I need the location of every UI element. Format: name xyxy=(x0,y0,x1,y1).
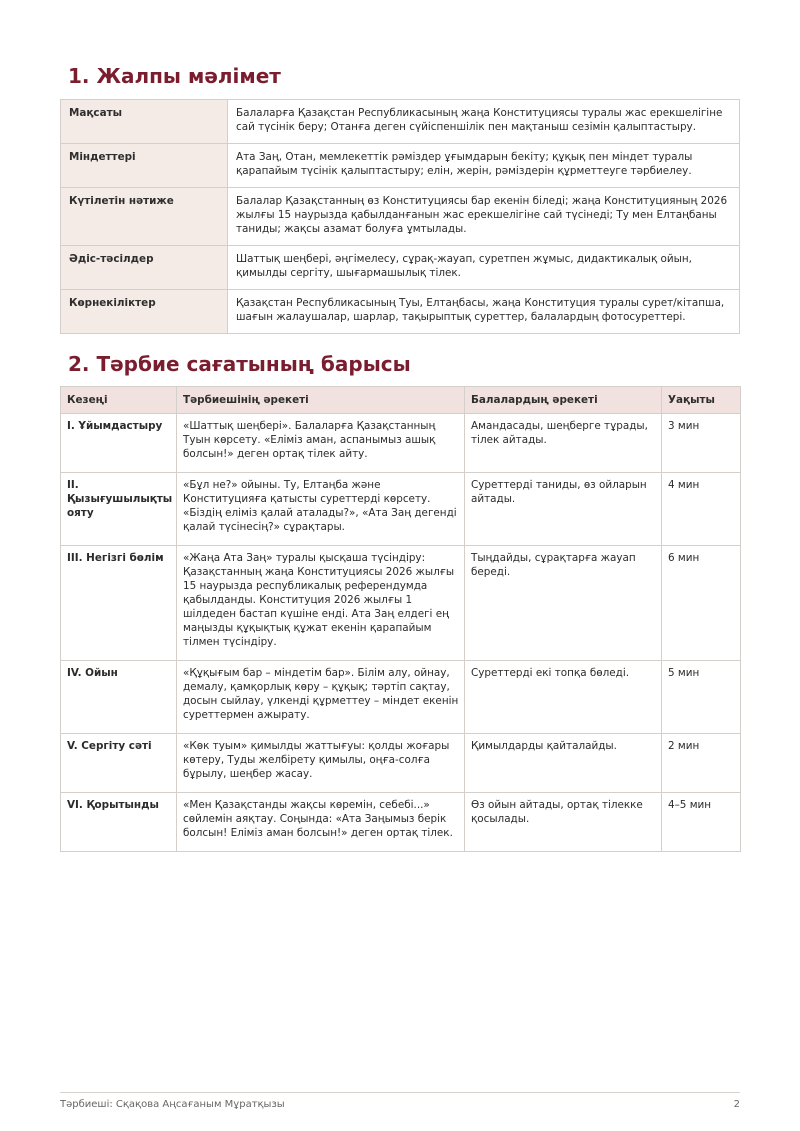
children-action-cell: Суреттерді екі топқа бөледі. xyxy=(465,661,662,734)
table-row xyxy=(61,546,741,661)
teacher-action-cell: «Жаңа Ата Заң» туралы қысқаша түсіндіру: Қазақстанның жаңа Конституциясы 2026 жылғы 15 наурызда республикалық референдумда қабылданды. Конституция 2026 жылғы 1 шілдеден бастап күшіне енді. Ата Заң елдегі ең маңызды құқықтық құжат екенін қарапайым тілмен түсіндіру. xyxy=(177,546,465,661)
row-key: Мақсаты xyxy=(61,100,228,144)
row-key: Әдіс-тәсілдер xyxy=(61,246,228,290)
children-action-cell: Тыңдайды, сұрақтарға жауап береді. xyxy=(465,546,662,661)
footer-author: Тәрбиеші: Сқақова Аңсағаным Мұратқызы xyxy=(60,1099,285,1110)
row-value: Ата Заң, Отан, мемлекеттік рәміздер ұғымдарын бекіту; құқық пен міндет туралы қарапайым түсінік қалыптастыру; елін, жерін, рәміздерін құрметтеуге тәрбиелеу. xyxy=(228,144,740,188)
children-action-cell: Қимылдарды қайталайды. xyxy=(465,734,662,793)
time-cell: 2 мин xyxy=(662,734,741,793)
row-key: Күтілетін нәтиже xyxy=(61,188,228,246)
table-row xyxy=(61,793,741,852)
column-header-children: Балалардың әрекеті xyxy=(465,387,662,414)
stage-cell: I. Ұйымдастыру xyxy=(61,414,177,473)
column-header-time: Уақыты xyxy=(662,387,741,414)
table-row xyxy=(61,661,741,734)
teacher-action-cell: «Мен Қазақстанды жақсы көремін, себебі...» сөйлемін аяқтау. Соңында: «Ата Заңымыз берік болсын! Еліміз аман болсын!» деген ортақ тілек. xyxy=(177,793,465,852)
column-header-teacher: Тәрбиешінің әрекеті xyxy=(177,387,465,414)
table-row xyxy=(61,246,740,290)
stage-cell: II. Қызығушылықты ояту xyxy=(61,473,177,546)
table-row xyxy=(61,290,740,334)
stage-cell: III. Негізгі бөлім xyxy=(61,546,177,661)
children-action-cell: Амандасады, шеңберге тұрады, тілек айтады. xyxy=(465,414,662,473)
column-header-stage: Кезеңі xyxy=(61,387,177,414)
time-cell: 6 мин xyxy=(662,546,741,661)
section-2-title: 2. Тәрбие сағатының барысы xyxy=(68,352,411,376)
time-cell: 4 мин xyxy=(662,473,741,546)
table-header-row xyxy=(61,387,741,414)
page-number: 2 xyxy=(733,1099,740,1110)
time-cell: 5 мин xyxy=(662,661,741,734)
teacher-action-cell: «Бұл не?» ойыны. Ту, Елтаңба және Конституцияға қатысты суреттерді көрсету. «Біздің еліміз қалай аталады?», «Ата Заң дегенді қалай түсінесің?» сұрақтары. xyxy=(177,473,465,546)
children-action-cell: Суреттерді таниды, өз ойларын айтады. xyxy=(465,473,662,546)
teacher-action-cell: «Құқығым бар – міндетім бар». Білім алу, ойнау, демалу, қамқорлық көру – құқық; тәртіп сақтау, досын сыйлау, үлкенді құрметтеу – міндет екенін суреттермен ажырату. xyxy=(177,661,465,734)
table-row xyxy=(61,473,741,546)
section-1-title: 1. Жалпы мәлімет xyxy=(68,64,281,88)
footer-divider xyxy=(60,1092,740,1093)
table-row xyxy=(61,188,740,246)
stage-cell: V. Сергіту сәті xyxy=(61,734,177,793)
children-action-cell: Өз ойын айтады, ортақ тілекке қосылады. xyxy=(465,793,662,852)
row-value: Қазақстан Республикасының Туы, Елтаңбасы, жаңа Конституция туралы сурет/кітапша, шағын жалаушалар, шарлар, тақырыптық суреттер, балалардың фотосуреттері. xyxy=(228,290,740,334)
row-value: Балаларға Қазақстан Республикасының жаңа Конституциясы туралы жас ерекшелігіне сай түсінік беру; Отанға деген сүйіспеншілік пен мақтаныш сезімін қалыптастыру. xyxy=(228,100,740,144)
time-cell: 3 мин xyxy=(662,414,741,473)
teacher-action-cell: «Шаттық шеңбері». Балаларға Қазақстанның Туын көрсету. «Еліміз аман, аспанымыз ашық болсын!» деген ортақ тілек айту. xyxy=(177,414,465,473)
row-key: Көрнекіліктер xyxy=(61,290,228,334)
stage-cell: VI. Қорытынды xyxy=(61,793,177,852)
table-row xyxy=(61,734,741,793)
lesson-flow-table xyxy=(60,386,741,852)
table-row xyxy=(61,100,740,144)
general-info-table xyxy=(60,99,740,334)
stage-cell: IV. Ойын xyxy=(61,661,177,734)
teacher-action-cell: «Көк туым» қимылды жаттығуы: қолды жоғары көтеру, Туды желбірету қимылы, оңға-солға бұрылу, шеңбер жасау. xyxy=(177,734,465,793)
row-value: Шаттық шеңбері, әңгімелесу, сұрақ-жауап, суретпен жұмыс, дидактикалық ойын, қимылды сергіту, шығармашылық тілек. xyxy=(228,246,740,290)
table-row xyxy=(61,414,741,473)
table-row xyxy=(61,144,740,188)
time-cell: 4–5 мин xyxy=(662,793,741,852)
row-key: Міндеттері xyxy=(61,144,228,188)
row-value: Балалар Қазақстанның өз Конституциясы бар екенін біледі; жаңа Конституцияның 2026 жылғы 15 наурызда қабылданғанын жас ерекшелігіне сай түсінеді; Ту мен Елтаңбаны таниды; жақсы азамат болуға ұмтылады. xyxy=(228,188,740,246)
